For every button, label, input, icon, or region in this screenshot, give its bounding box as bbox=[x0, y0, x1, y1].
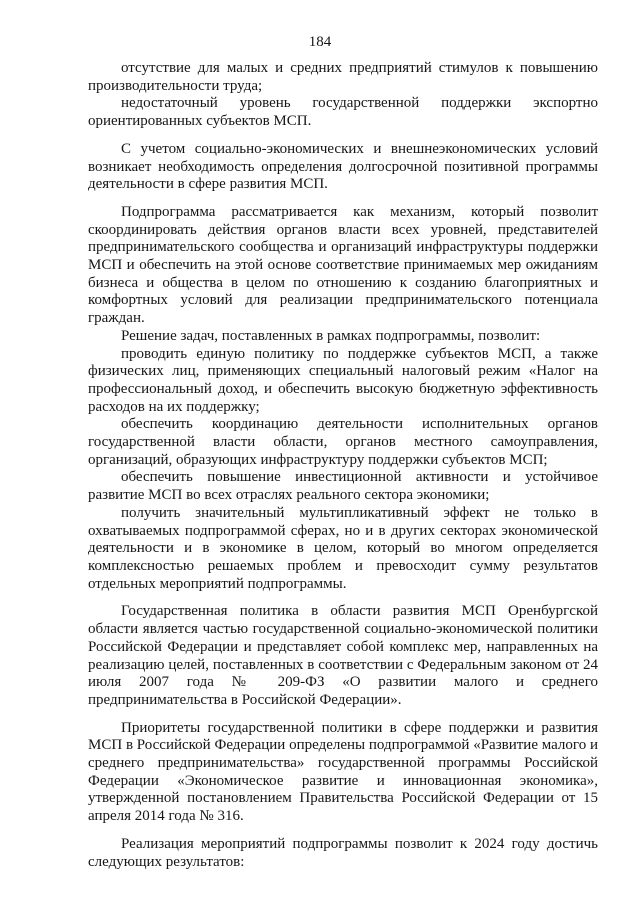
list-item-investment-activity: обеспечить повышение инвестиционной активности и устойчивое развитие МСП во всех отраслях реального сектора экономики; bbox=[88, 469, 598, 504]
list-item-coordination: обеспечить координацию деятельности исполнительных органов государственной власти области, органов местного самоуправления, организаций, образующих инфраструктуру поддержки субъектов МСП; bbox=[88, 416, 598, 468]
paragraph-insufficient-export-support: недостаточный уровень государственной поддержки экспортно ориентированных субъектов МСП. bbox=[88, 95, 598, 130]
paragraph-expected-results: Реализация мероприятий подпрограммы позволит к 2024 году достичь следующих результатов: bbox=[88, 835, 598, 870]
paragraph-lack-of-incentives: отсутствие для малых и средних предприятий стимулов к повышению производительности труда; bbox=[88, 60, 598, 94]
paragraph-policy-priorities: Приоритеты государственной политики в сфере поддержки и развития МСП в Российской Федерации определены подпрограммой «Развитие малого и среднего предпринимательства» государственной программы Российской Федерации «Экономическое развитие и инновационная экономика», утвержденной постановлением Правительства Российской Федерации от 15 апреля 2014 года № 316. bbox=[88, 719, 598, 825]
page-number: 184 bbox=[308, 34, 332, 50]
paragraph-program-necessity: С учетом социально-экономических и внешнеэкономических условий возникает необходимость определения долгосрочной позитивной программы деятельности в сфере развития МСП. bbox=[88, 140, 598, 193]
paragraph-state-policy: Государственная политика в области развития МСП Оренбургской области является частью государственной социально-экономической политики Российской Федерации и представляет собой комплекс мер, направленных на реализацию целей, поставленных в соответствии с Федеральным законом от 24 июля 2007 года № 209-ФЗ «О развитии малого и среднего предпринимательства в Российской Федерации». bbox=[88, 603, 598, 708]
list-item-multiplier-effect: получить значительный мультипликативный эффект не только в охватываемых подпрограммой сферах, но и в других секторах экономической деятельности и в экономике в целом, который во многом определяется комплексностью решаемых проблем и превосходит сумму результатов отдельных мероприятий подпрограммы. bbox=[88, 504, 598, 592]
paragraph-subprogram-mechanism: Подпрограмма рассматривается как механизм, который позволит скоординировать действия органов власти всех уровней, представителей предпринимательского сообщества и организаций инфраструктуры поддержки МСП и обеспечить на этой основе соответствие принимаемых мер ожиданиям бизнеса и общества в целом по отношению к созданию благоприятных и комфортных условий для реализации предпринимательского потенциала граждан. bbox=[88, 203, 598, 327]
page-body bbox=[88, 60, 598, 871]
list-item-unified-policy: проводить единую политику по поддержке субъектов МСП, а также физических лиц, применяющих специальный налоговый режим «Налог на профессиональный доход, и обеспечить высокую бюджетную эффективность расходов на их поддержку; bbox=[88, 345, 598, 415]
paragraph-tasks-intro: Решение задач, поставленных в рамках подпрограммы, позволит: bbox=[121, 327, 541, 344]
